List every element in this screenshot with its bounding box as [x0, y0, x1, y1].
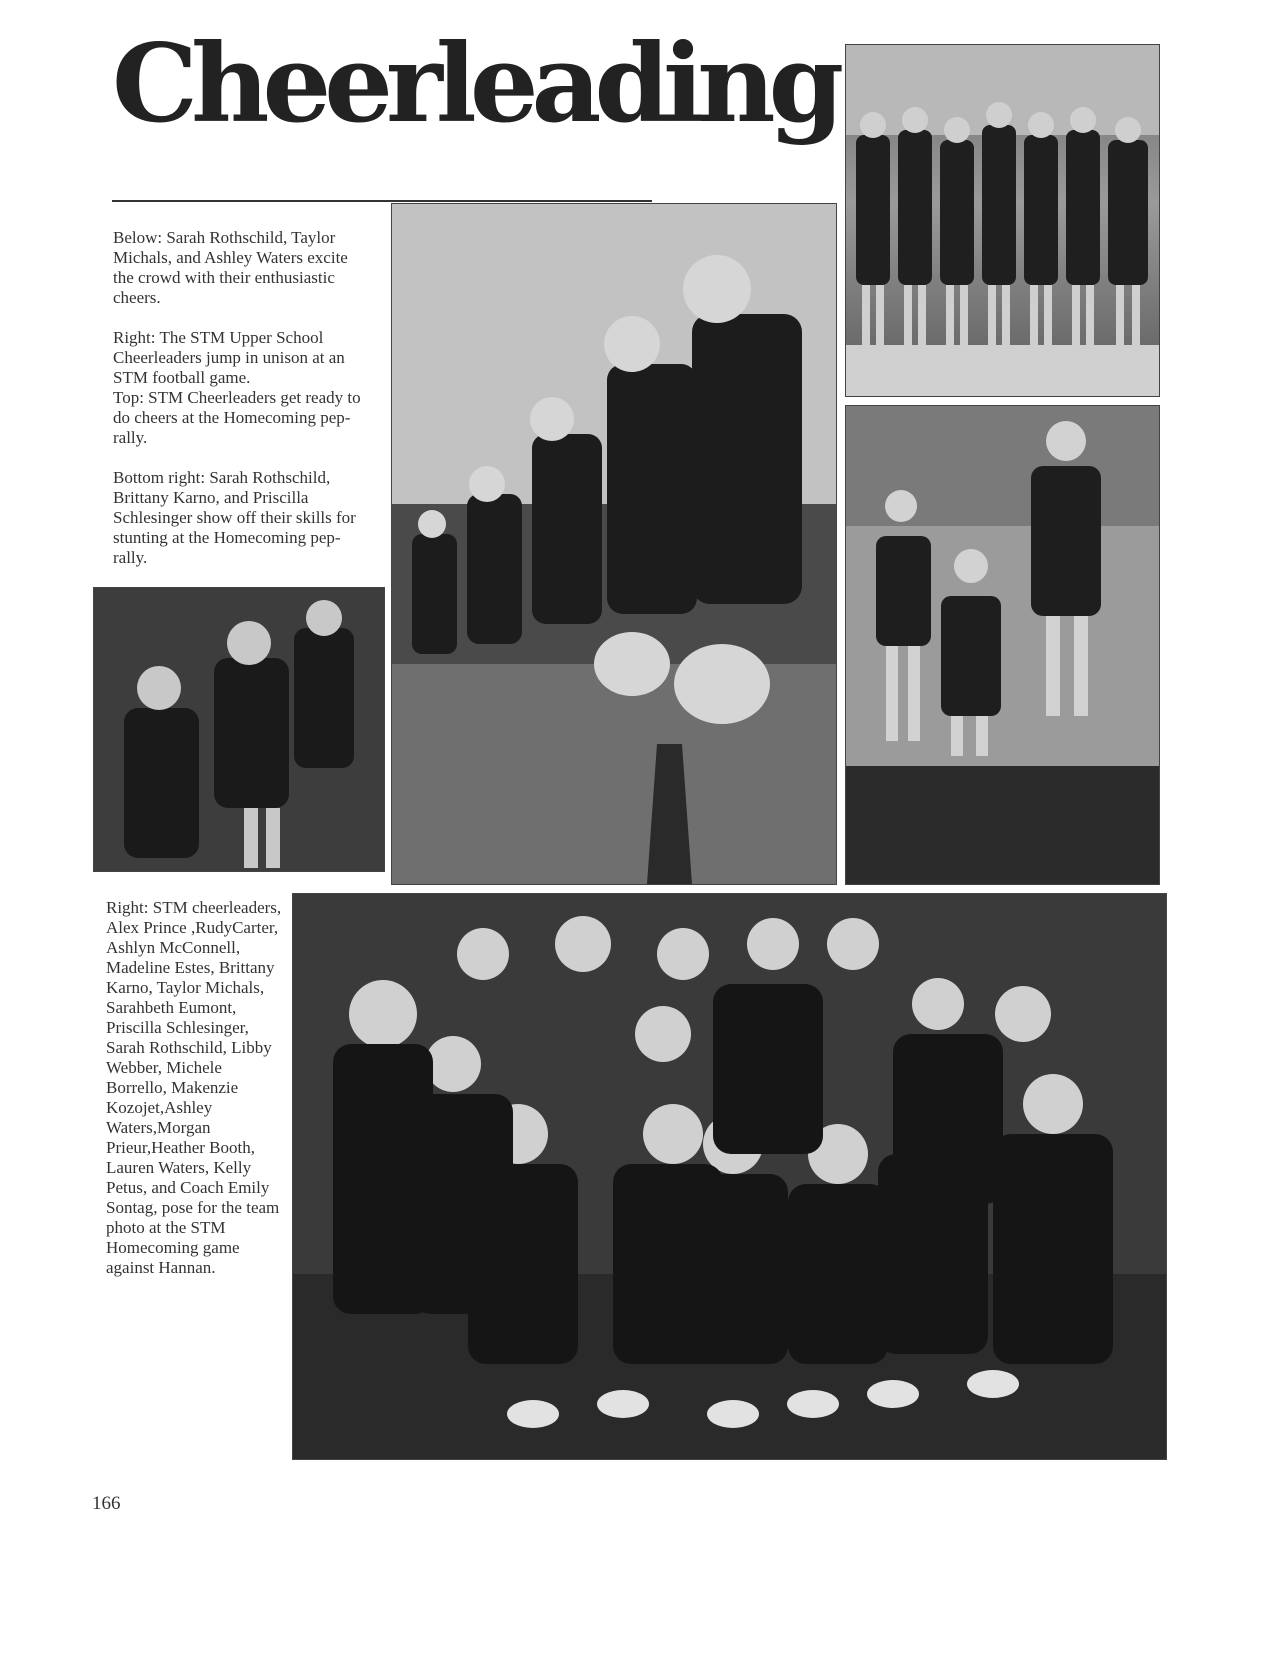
- caption-right-jump: Right: The STM Upper School Cheerleaders jump in unison at an STM football game.: [113, 328, 345, 387]
- jump-photo: [391, 203, 837, 885]
- caption-team: [106, 898, 284, 1278]
- caption-top: Top: STM Cheerleaders get ready to do cheers at the Homecoming pep-rally.: [113, 388, 361, 447]
- jump-illustration: [392, 204, 836, 884]
- caption-team-text: Right: STM cheerleaders, Alex Prince ,RudyCarter, Ashlyn McConnell, Madeline Estes, Brittany Karno, Taylor Michals, Sarahbeth Eumont, Priscilla Schlesinger, Sarah Rothschild, Libby Webber, Michele Borrello, Makenzie Kozojet,Ashley Waters,Morgan Prieur,Heather Booth, Lauren Waters, Kelly Petus, and Coach Emily Sontag, pose for the team photo at the STM Homecoming game against Hannan.: [106, 898, 282, 1277]
- stunt-illustration: [846, 406, 1159, 884]
- team-photo: [292, 893, 1167, 1460]
- stunt-photo: [845, 405, 1160, 885]
- team-illustration: [293, 894, 1166, 1459]
- crowd-cheer-illustration: [94, 588, 384, 871]
- caption-block: [113, 228, 363, 568]
- lineup-illustration: [846, 45, 1159, 396]
- caption-below: Below: Sarah Rothschild, Taylor Michals, and Ashley Waters excite the crowd with their enthusiastic cheers.: [113, 228, 348, 307]
- page-title: Cheerleading: [112, 21, 838, 147]
- page-number: 166: [92, 1493, 121, 1514]
- title-divider: [112, 200, 652, 202]
- caption-bottom-right: Bottom right: Sarah Rothschild, Brittany Karno, and Priscilla Schlesinger show off their skills for stunting at the Homecoming pep-rally.: [113, 468, 356, 567]
- crowd-cheer-photo: [93, 587, 385, 872]
- lineup-photo: [845, 44, 1160, 397]
